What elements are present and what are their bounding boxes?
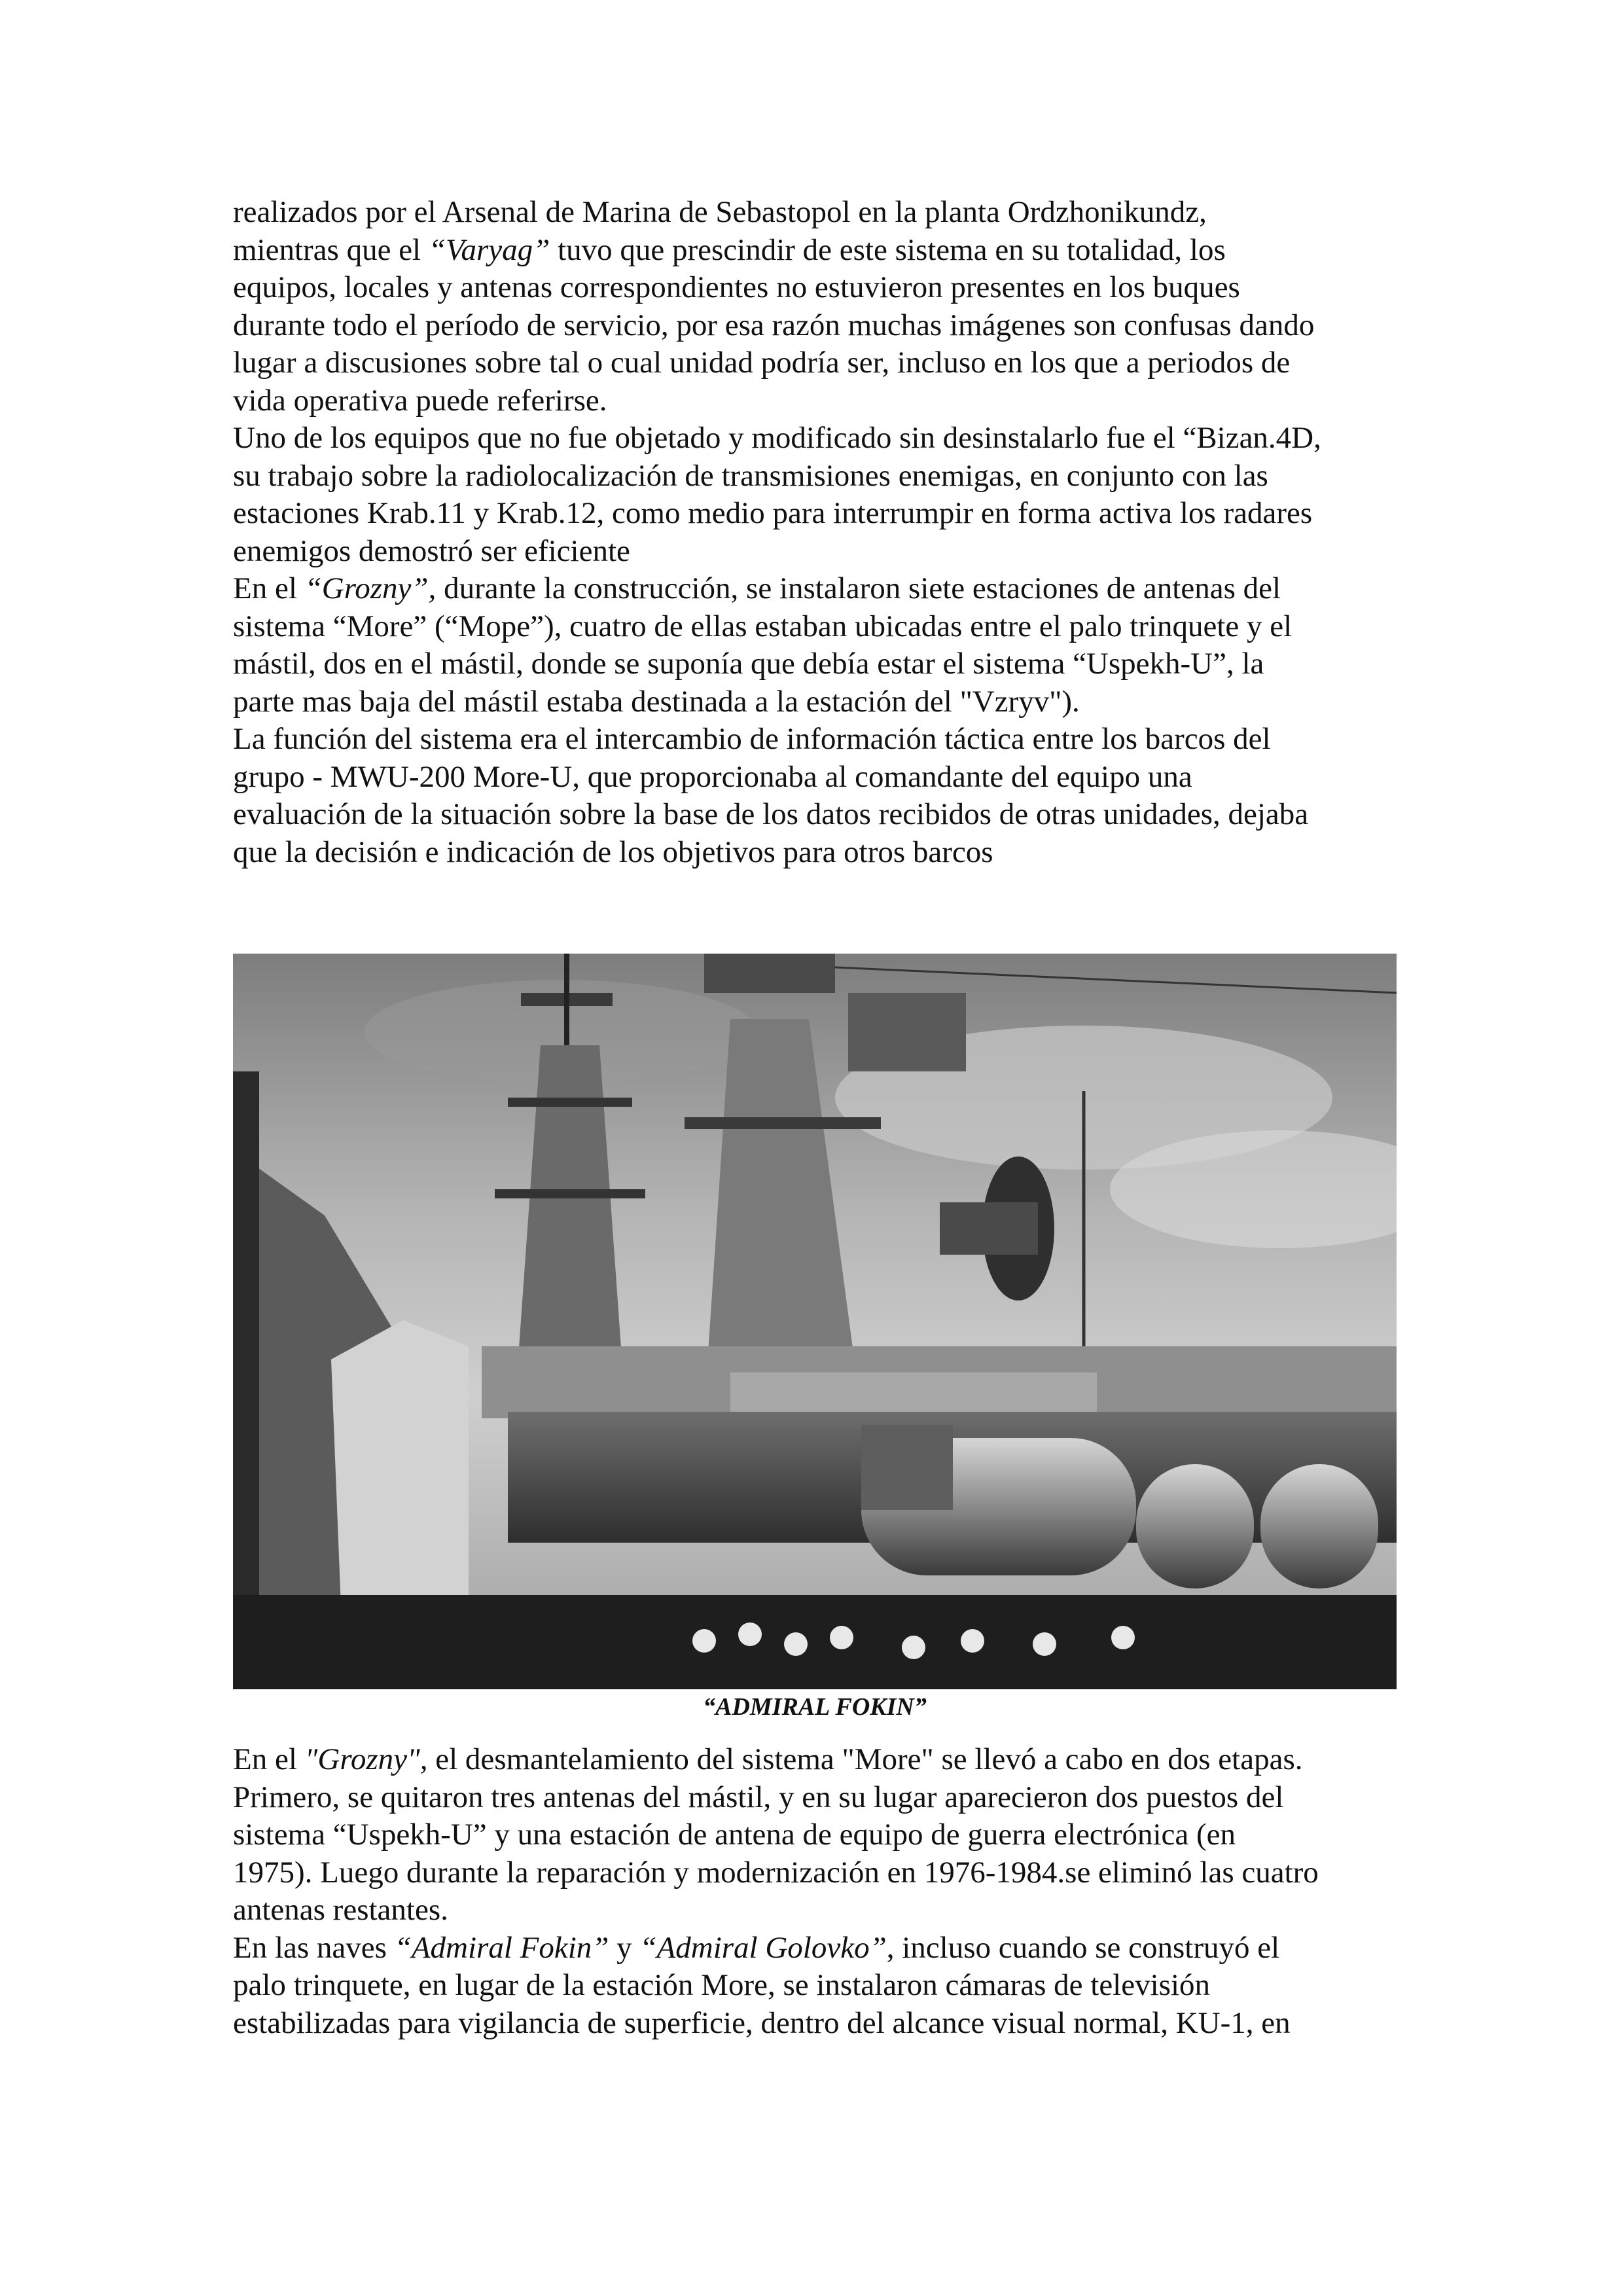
text-line: En el "Grozny", el desmantelamiento del sistema "More" se llevó a cabo en dos etapas. — [233, 1742, 1303, 1776]
text-line: mástil, dos en el mástil, donde se suponía que debía estar el sistema “Uspekh-U”, la — [233, 647, 1264, 681]
text-line: En las naves “Admiral Fokin” y “Admiral Golovko”, incluso cuando se construyó el — [233, 1930, 1280, 1965]
text-line: mientras que el “Varyag” tuvo que prescindir de este sistema en su totalidad, los — [233, 232, 1226, 267]
warship-illustration — [233, 954, 1397, 1689]
text-line: grupo - MWU-200 More-U, que proporcionaba al comandante del equipo una — [233, 759, 1192, 794]
text-line: sistema “Uspekh-U” y una estación de antena de equipo de guerra electrónica (en — [233, 1818, 1236, 1852]
text-line: palo trinquete, en lugar de la estación More, se instalaron cámaras de televisión — [233, 1968, 1211, 2002]
text-line: vida operativa puede referirse. — [233, 383, 607, 418]
text-line: enemigos demostró ser eficiente — [233, 533, 630, 568]
warship-photo — [233, 954, 1397, 1689]
ship-name-admiral-fokin: “Admiral Fokin” — [394, 1930, 609, 1965]
text-line: Uno de los equipos que no fue objetado y modificado sin desinstalarlo fue el “Bizan.4D, — [233, 421, 1321, 455]
text-line: estaciones Krab.11 y Krab.12, como medio para interrumpir en forma activa los radares — [233, 496, 1313, 530]
ship-name-admiral-golovko: “Admiral Golovko” — [639, 1930, 887, 1965]
text-line: durante todo el período de servicio, por esa razón muchas imágenes son confusas dando — [233, 308, 1315, 342]
text-line: sistema “More” (“Mope”), cuatro de ellas estaban ubicadas entre el palo trinquete y el — [233, 609, 1293, 643]
text-line: antenas restantes. — [233, 1893, 448, 1927]
text-line: Primero, se quitaron tres antenas del mástil, y en su lugar aparecieron dos puestos del — [233, 1780, 1284, 1814]
text-line: equipos, locales y antenas correspondientes no estuvieron presentes en los buques — [233, 270, 1240, 304]
top-text-block — [233, 194, 1411, 871]
ship-name-grozny: “Grozny”, — [304, 571, 437, 605]
text-line: su trabajo sobre la radiolocalización de transmisiones enemigas, en conjunto con las — [233, 458, 1268, 493]
text-line: evaluación de la situación sobre la base de los datos recibidos de otras unidades, dejaba — [233, 797, 1309, 831]
text-line: parte mas baja del mástil estaba destinada a la estación del "Vzryv"). — [233, 684, 1080, 719]
ship-name-varyag: “Varyag” — [428, 232, 550, 267]
text-line: La función del sistema era el intercambio de información táctica entre los barcos del — [233, 722, 1271, 756]
text-line: lugar a discusiones sobre tal o cual unidad podría ser, incluso en los que a periodos de — [233, 346, 1291, 380]
photo-caption: “ADMIRAL FOKIN” — [703, 1693, 927, 1721]
text-line: realizados por el Arsenal de Marina de Sebastopol en la planta Ordzhonikundz, — [233, 195, 1207, 229]
text-line: 1975). Luego durante la reparación y modernización en 1976-1984.se eliminó las cuatro — [233, 1855, 1319, 1890]
ship-name-grozny: "Grozny", — [304, 1742, 428, 1776]
text-line: En el “Grozny”, durante la construcción, se instalaron siete estaciones de antenas del — [233, 571, 1281, 605]
text-line: estabilizadas para vigilancia de superficie, dentro del alcance visual normal, KU-1, en — [233, 2005, 1291, 2040]
bottom-text-block — [233, 1741, 1411, 2042]
text-line: que la decisión e indicación de los objetivos para otros barcos — [233, 834, 993, 869]
